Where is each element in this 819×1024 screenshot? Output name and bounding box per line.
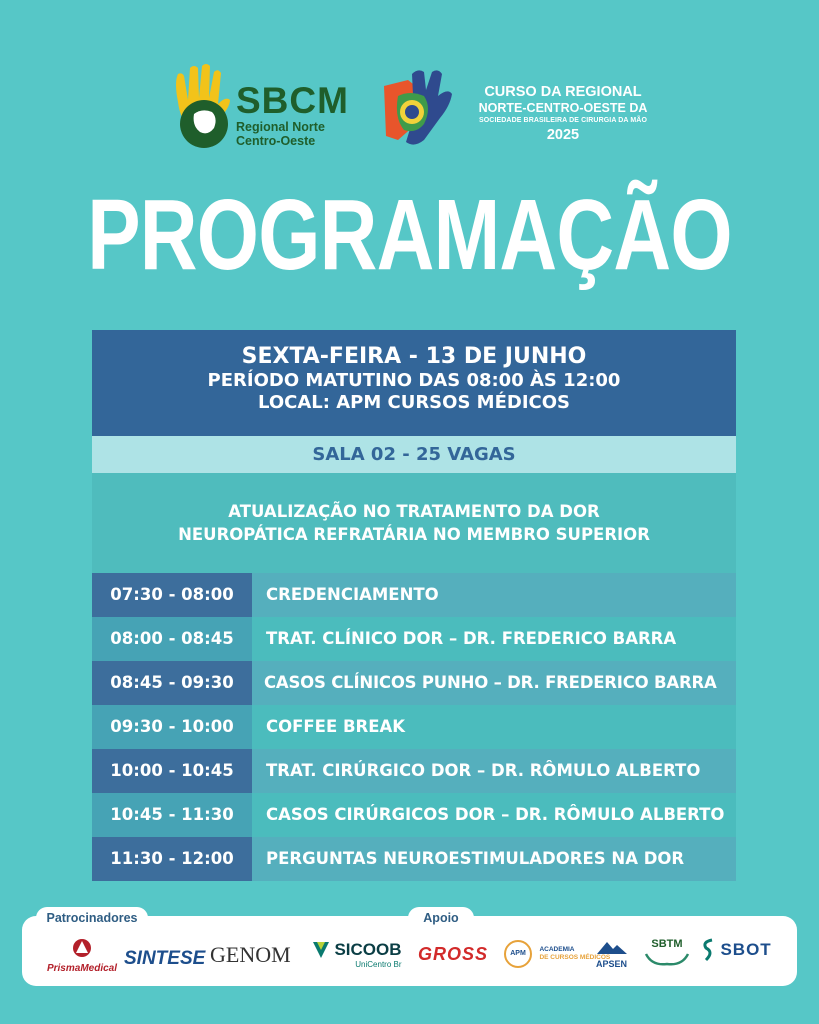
schedule-activity: PERGUNTAS NEUROESTIMULADORES NA DOR xyxy=(252,837,736,881)
genom-logo xyxy=(210,942,291,968)
apoio-label: Apoio xyxy=(408,907,474,929)
sicoob-icon xyxy=(312,940,330,960)
day-location: LOCAL: APM CURSOS MÉDICOS xyxy=(257,392,570,413)
topic-block xyxy=(92,473,736,573)
schedule-time: 10:00 - 10:45 xyxy=(92,749,252,793)
schedule-time: 10:45 - 11:30 xyxy=(92,793,252,837)
gross-text: GROSS xyxy=(418,944,489,964)
prisma-icon xyxy=(71,938,93,958)
schedule-table xyxy=(92,573,736,881)
sintese-logo xyxy=(124,938,205,970)
sbcm-logo xyxy=(168,62,358,152)
schedule-row xyxy=(92,705,736,749)
apm-badge: APM xyxy=(504,940,532,968)
course-line2: NORTE-CENTRO-OESTE DA xyxy=(478,101,648,115)
sbot-icon xyxy=(700,938,716,962)
sbcm-name: SBCM xyxy=(236,80,349,121)
apsen-mountain-icon xyxy=(597,940,627,954)
sbcm-sub-line1: Regional Norte xyxy=(236,120,325,134)
patrocinadores-label: Patrocinadores xyxy=(36,907,148,929)
day-header xyxy=(92,330,736,436)
course-year: 2025 xyxy=(546,127,580,143)
day-date: SEXTA-FEIRA - 13 DE JUNHO xyxy=(241,344,587,369)
prisma-text: PrismaMedical xyxy=(46,963,118,974)
sbtm-logo xyxy=(640,938,694,973)
topic-line2: NEUROPÁTICA REFRATÁRIA NO MEMBRO SUPERIOR xyxy=(178,525,650,544)
sbtm-text: SBTM xyxy=(651,938,683,950)
topic-line1: ATUALIZAÇÃO NO TRATAMENTO DA DOR xyxy=(228,502,600,521)
brazil-hands-icon xyxy=(378,66,456,154)
schedule-activity: CREDENCIAMENTO xyxy=(252,573,736,617)
sbot-logo xyxy=(700,938,772,962)
schedule-time: 08:45 - 09:30 xyxy=(92,661,252,705)
schedule-time: 09:30 - 10:00 xyxy=(92,705,252,749)
schedule-time: 08:00 - 08:45 xyxy=(92,617,252,661)
day-period: PERÍODO MATUTINO DAS 08:00 ÀS 12:00 xyxy=(207,370,621,391)
sbot-text: SBOT xyxy=(720,940,772,959)
sicoob-text: SICOOB xyxy=(334,940,402,959)
sintese-text: SINTESE xyxy=(124,948,206,969)
genom-text: GENOM xyxy=(210,942,291,967)
schedule-activity: CASOS CIRÚRGICOS DOR – DR. RÔMULO ALBERTO xyxy=(252,793,736,837)
apsen-text: APSEN xyxy=(596,959,628,969)
course-logo xyxy=(378,66,668,156)
schedule-row xyxy=(92,661,736,705)
schedule-activity: TRAT. CIRÚRGICO DOR – DR. RÔMULO ALBERTO xyxy=(252,749,736,793)
schedule-row xyxy=(92,617,736,661)
course-text xyxy=(458,84,668,144)
schedule-row xyxy=(92,793,736,837)
course-line1: CURSO DA REGIONAL xyxy=(484,84,642,100)
gross-logo xyxy=(418,944,488,965)
schedule-activity: CASOS CLÍNICOS PUNHO – DR. FREDERICO BARRA xyxy=(252,661,736,705)
schedule-activity: COFFEE BREAK xyxy=(252,705,736,749)
sbcm-sub xyxy=(236,120,325,148)
prisma-medical-logo xyxy=(46,938,118,976)
apm-line1: ACADEMIA xyxy=(539,946,575,953)
apm-line2: DE CURSOS MÉDICOS xyxy=(539,954,611,961)
page-title: PROGRAMAÇÃO xyxy=(87,179,732,291)
sbtm-hands-icon xyxy=(642,950,692,968)
schedule-row xyxy=(92,749,736,793)
sicoob-logo xyxy=(312,940,402,969)
schedule-row xyxy=(92,573,736,617)
schedule-row xyxy=(92,837,736,881)
schedule-activity: TRAT. CLÍNICO DOR – DR. FREDERICO BARRA xyxy=(252,617,736,661)
apm-logo xyxy=(504,940,610,968)
sbcm-sub-line2: Centro-Oeste xyxy=(236,134,316,148)
course-line3: SOCIEDADE BRASILEIRA DE CIRURGIA DA MÃO xyxy=(478,117,648,124)
room-info: SALA 02 - 25 VAGAS xyxy=(92,436,736,473)
hand-map-icon xyxy=(168,62,236,150)
schedule-time: 07:30 - 08:00 xyxy=(92,573,252,617)
schedule-time: 11:30 - 12:00 xyxy=(92,837,252,881)
apsen-logo xyxy=(596,940,627,972)
unicentro-text: UniCentro Br xyxy=(355,960,402,969)
